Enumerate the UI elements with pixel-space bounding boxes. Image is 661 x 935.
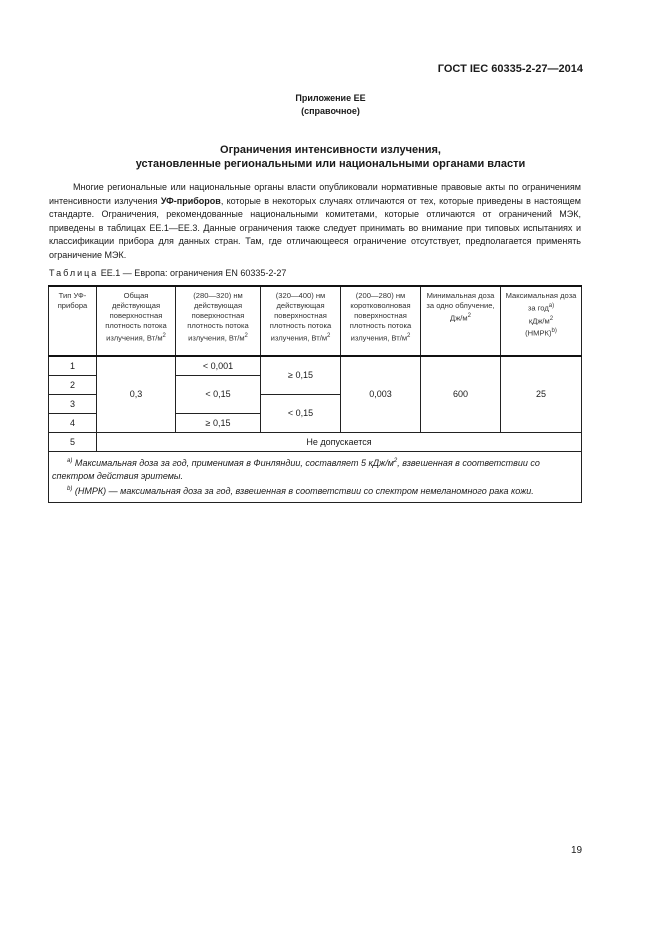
header-200-280-sup: 2 [407,333,411,339]
note-a-marker: a) [67,457,73,464]
note-b [52,483,578,498]
annex-title: Приложение ЕЕ [295,93,366,103]
page-number: 19 [571,845,583,856]
header-max-dose-sup2: 2 [549,315,554,322]
header-device-type: Тип УФ-прибора [49,286,97,356]
table-caption-text: ЕЕ.1 — Европа: ограничения EN 60335-2-27 [98,268,287,278]
table-caption-label: Таблица [49,268,99,278]
annex-note: (справочное) [301,106,360,116]
header-280-320-text: (280—320) нм действующая поверхностная плотность потока излучения, Вт/м [187,291,249,343]
header-min-dose-sup: 2 [467,313,471,319]
section-title-line1: Ограничения интенсивности излучения, [220,144,441,156]
table-caption [49,268,286,278]
header-max-dose-c: (НМРК) [525,328,552,338]
document-id: ГОСТ IEC 60335-2-27—2014 [437,63,583,75]
type-cell: 5 [49,432,97,451]
c320-400-cell: ≥ 0,15 [261,356,341,394]
paragraph-bold-term: УФ-приборов [160,195,221,206]
not-allowed-cell: Не допускается [97,432,582,451]
header-total-sup: 2 [162,333,166,339]
total-cell: 0,3 [97,356,176,432]
note-b-text: (НМРК) — максимальная доза за год, взвешенная в соответствии со спектром немеланомного рака кожи. [72,485,534,496]
paragraph-text-start: Многие региональные или национальные органы власти опубликовали нормативные правовые акты по ограничениям интенсивности излучения [49,182,581,206]
min-dose-cell: 600 [421,356,501,432]
header-280-320 [176,286,261,356]
table-row [49,356,582,375]
header-320-400-sup: 2 [327,333,331,339]
c320-400-cell: < 0,15 [261,394,341,432]
header-max-dose-sup-a: a) [548,303,555,309]
header-max-dose [501,286,582,356]
header-200-280 [341,286,421,356]
max-dose-cell: 25 [501,356,582,432]
header-min-dose-text: Минимальная доза за одно облучение, Дж/м [426,291,495,323]
note-a [52,455,578,483]
note-b-marker: b) [67,485,73,492]
section-title-line2: установленные региональными или национальными органами власти [135,158,526,170]
intro-paragraph [49,181,581,262]
header-320-400 [261,286,341,356]
table-row [49,432,582,451]
header-total-irradiance [97,286,176,356]
header-total-text: Общая действующая поверхностная плотность потока излучения, Вт/м [105,291,167,343]
c200-280-cell: 0,003 [341,356,421,432]
note-a-text2: , взвешенная в соответствии со спектром действия эритемы. [52,457,540,481]
header-320-400-text: (320—400) нм действующая поверхностная плотность потока излучения, Вт/м [269,291,332,343]
note-a-sup: 2 [393,457,398,464]
type-cell: 4 [49,413,97,432]
c280-320-cell: < 0,15 [176,375,261,413]
table-notes-row [49,451,582,502]
header-max-dose-b: кДж/м [528,316,550,326]
table-notes [49,451,582,502]
annex-heading [0,92,661,118]
limits-table [48,285,582,503]
section-title [0,143,661,171]
paragraph-text-end: , которые в некоторых случаях отличаются от тех, которые приведены в настоящем стандарте. Ограничения, рекомендованные национальными комитетами, которые отличаются от ограничений МЭК, приведены в таблицах ЕЕ.1—ЕЕ.3. Данные ограничения также следует принимать во внимание при типовых испытаниях и классификации прибора для данных стран. Там, где отличающееся ограничение отсутствует, предполагается применять ограничение МЭК. [49,195,581,260]
header-min-dose [421,286,501,356]
header-max-dose-a: Максимальная доза за год [505,291,577,313]
c280-320-cell: ≥ 0,15 [176,413,261,432]
note-a-text: Максимальная доза за год, применимая в Финляндии, составляет 5 кДж/м [72,457,394,468]
type-cell: 2 [49,375,97,394]
header-max-dose-sup-b: b) [551,328,557,335]
c280-320-cell: < 0,001 [176,356,261,375]
header-200-280-text: (200—280) нм коротковолновая поверхностная плотность потока излучения, Вт/м [349,291,412,343]
type-cell: 1 [49,356,97,375]
type-cell: 3 [49,394,97,413]
header-280-320-sup: 2 [244,333,248,339]
